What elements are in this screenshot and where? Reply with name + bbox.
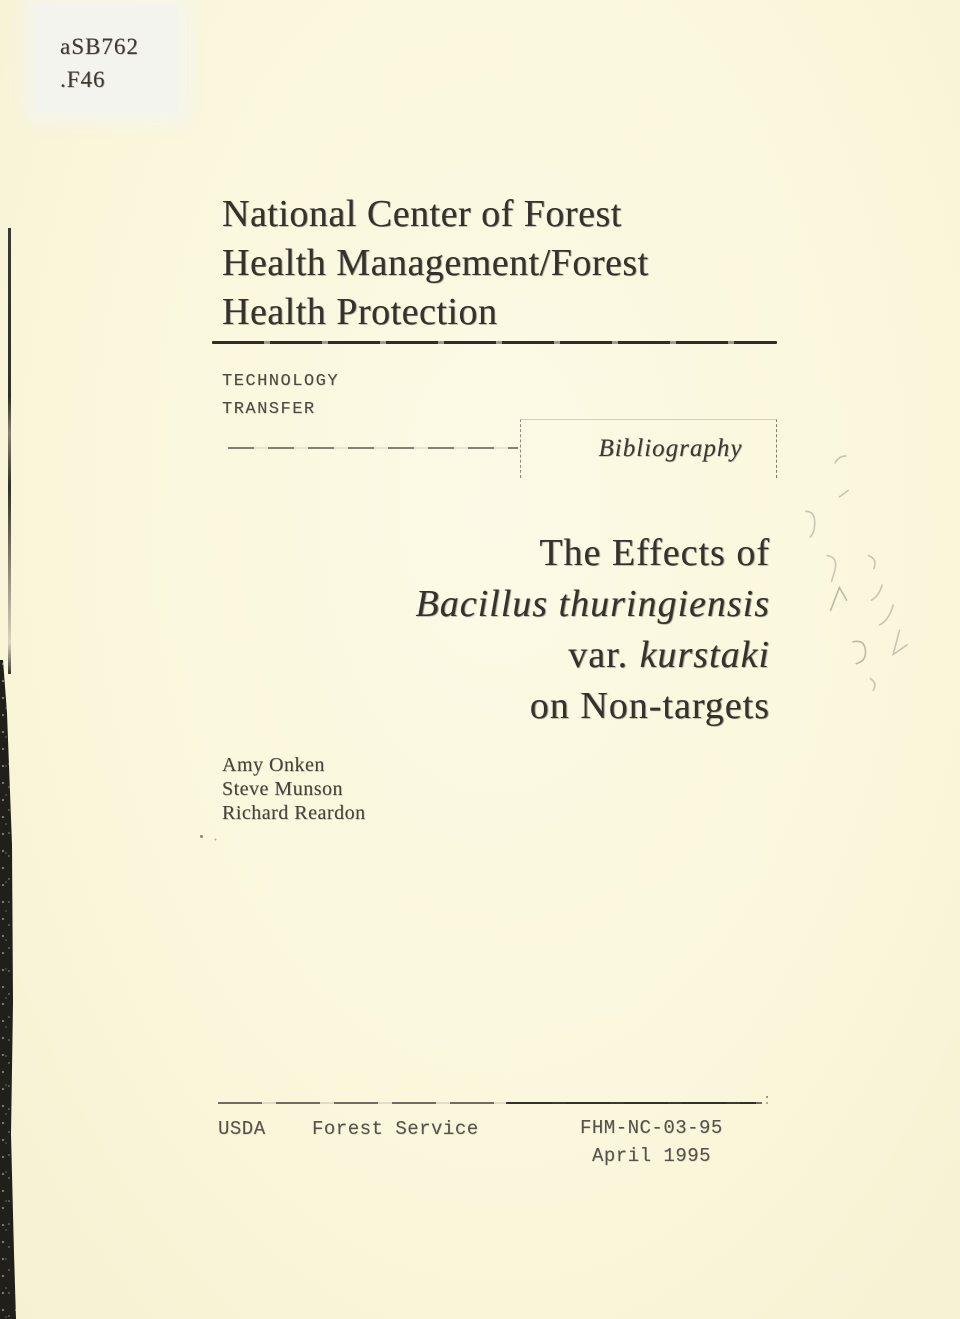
footer-organization: Forest Service <box>312 1118 479 1140</box>
document-title <box>150 528 770 732</box>
organization-title-line1: National Center of Forest <box>222 193 622 235</box>
scan-edge-shadow <box>0 660 17 1319</box>
author-name: Amy Onken <box>222 754 325 776</box>
title-line2: Bacillus thuringiensis <box>415 583 770 625</box>
doc-type-label: Bibliography <box>598 435 743 462</box>
title-line3 <box>150 630 770 681</box>
faint-handwriting-marks <box>792 442 912 704</box>
stray-ink-dot <box>200 835 203 838</box>
footer-agency: USDA <box>218 1118 266 1140</box>
title-line3-italic: kurstaki <box>639 634 770 676</box>
organization-title <box>222 190 802 337</box>
author-name: Steve Munson <box>222 778 343 800</box>
doc-type-box <box>520 419 777 478</box>
program-label <box>222 368 339 424</box>
program-label-line2: TRANSFER <box>222 400 316 419</box>
footer-date: April 1995 <box>592 1145 712 1167</box>
call-number-line2: .F46 <box>60 67 106 92</box>
call-number-label <box>36 6 178 112</box>
title-line3-roman: var. <box>568 634 629 676</box>
stray-ink-mark <box>766 1096 768 1098</box>
scan-edge-line <box>8 228 11 674</box>
organization-title-line3: Health Protection <box>222 291 498 333</box>
footer-divider <box>218 1102 762 1104</box>
title-line4: on Non-targets <box>529 685 770 727</box>
organization-title-line2: Health Management/Forest <box>222 242 649 284</box>
author-name: Richard Reardon <box>222 802 366 824</box>
footer-report-number: FHM-NC-03-95 <box>580 1117 723 1139</box>
title-line1: The Effects of <box>539 532 770 574</box>
call-number-line1: aSB762 <box>60 34 139 59</box>
authors-block <box>222 753 366 825</box>
program-label-line1: TECHNOLOGY <box>222 372 340 391</box>
header-divider <box>212 341 777 344</box>
dashed-connector-line <box>228 447 518 449</box>
